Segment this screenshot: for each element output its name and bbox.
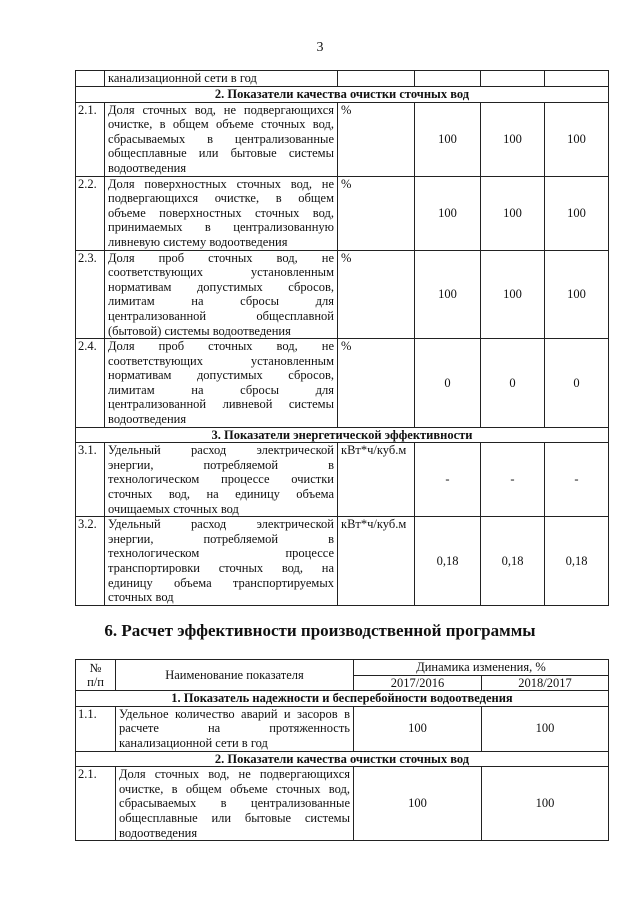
row-name: [116, 706, 354, 751]
value-cell: 100: [482, 706, 609, 751]
row-number: 3.2.: [76, 517, 105, 606]
unit-cell: %: [338, 176, 415, 250]
row-name: [105, 102, 338, 176]
col-num-label-2: п/п: [87, 675, 104, 690]
row-number: 2.3.: [76, 250, 105, 339]
section-heading: 6. Расчет эффективности производственной программы: [104, 621, 536, 640]
row-number: 2.1.: [76, 102, 105, 176]
table-row: [76, 102, 609, 176]
page-number: 3: [316, 40, 324, 55]
row-name-line: транспортировки сточных вод, на: [108, 561, 334, 575]
row-name-line: энергии, потребляемой в: [108, 457, 334, 472]
row-number: 3.1.: [76, 443, 105, 517]
table-row: [76, 250, 609, 339]
value-cell: -: [545, 443, 609, 517]
row-name-line: очистке, в общем объеме сточных вод,: [119, 781, 350, 796]
row-name-line: сбрасываемых в централизованные: [119, 796, 350, 811]
row-number: 2.2.: [76, 176, 105, 250]
row-name-line: принимаемых в централизованную: [108, 220, 334, 235]
value-cell: 100: [415, 102, 481, 176]
value-cell: 100: [545, 250, 609, 339]
value-cell: 100: [415, 176, 481, 250]
table-row: [76, 443, 609, 517]
row-name-line: объеме поверхностных сточных вод,: [108, 205, 334, 220]
table-row: [76, 71, 609, 87]
row-name-line: сточных вод: [108, 590, 174, 605]
row-name: [105, 517, 338, 606]
row-name-line: общесплавные или бытовые системы: [108, 146, 334, 161]
row-name-line: Доля поверхностных сточных вод, не: [108, 176, 334, 191]
row-number: 1.1.: [76, 706, 116, 751]
col-num-label: №: [89, 660, 102, 675]
table-row: [76, 706, 609, 751]
col-year2-header: 2018/2017: [482, 675, 609, 691]
row-number: 2.1.: [76, 767, 116, 841]
row-name-line: сбрасываемых в централизованные: [108, 131, 334, 146]
col-name-header: Наименование показателя: [116, 660, 354, 691]
row-name-line: очистке, в общем объеме сточных вод,: [108, 117, 334, 132]
row-name-line: лимитам на сбросы для: [108, 294, 334, 309]
row-name: канализационной сети в год: [105, 71, 338, 87]
row-name-line: подвергающихся очистке, в общем: [108, 191, 334, 206]
row-name-line: технологическом процессе: [108, 546, 334, 561]
row-name: [105, 176, 338, 250]
row-name-line: лимитам на сбросы для: [108, 382, 334, 397]
value-cell: 0: [545, 339, 609, 428]
table-row: [76, 767, 609, 841]
efficiency-table: [75, 659, 609, 841]
table-row: [76, 339, 609, 428]
col-dyn-header: Динамика изменения, %: [354, 660, 609, 676]
section-title: 3. Показатели энергетической эффективности: [76, 427, 609, 443]
row-name-line: Доля проб сточных вод, не: [108, 339, 334, 354]
unit-cell: %: [338, 339, 415, 428]
row-name-line: Доля сточных вод, не подвергающихся: [119, 767, 350, 782]
value-cell: 100: [354, 767, 482, 841]
row-name-line: единицу объема транспортируемых: [108, 575, 334, 590]
col-year1-header: 2017/2016: [354, 675, 482, 691]
section-row: [76, 87, 609, 103]
row-name: [105, 250, 338, 339]
row-name-line: очищаемых сточных вод: [108, 501, 239, 516]
row-name-line: расчете на протяженность: [119, 721, 350, 736]
row-name-line: Доля сточных вод, не подвергающихся: [108, 102, 334, 117]
row-name-line: централизованной ливневой системы: [108, 397, 334, 412]
table-row: [76, 176, 609, 250]
section-title: 1. Показатель надежности и бесперебойности водоотведения: [76, 691, 609, 707]
value-cell: 100: [481, 250, 545, 339]
unit-cell: %: [338, 102, 415, 176]
unit-cell: кВт*ч/куб.м: [338, 443, 415, 517]
row-name-line: Доля проб сточных вод, не: [108, 250, 334, 265]
row-name-line: энергии, потребляемой в: [108, 531, 334, 546]
row-name-line: сточных вод, на единицу объема: [108, 487, 334, 502]
row-name-line: нормативам допустимых сбросов,: [108, 279, 334, 294]
section-row: [76, 427, 609, 443]
value-cell: 0,18: [545, 517, 609, 606]
col-num-header: [76, 660, 116, 691]
value-cell: -: [415, 443, 481, 517]
row-name-line: нормативам допустимых сбросов,: [108, 368, 334, 383]
row-name-line: ливневую систему водоотведения: [108, 234, 288, 249]
section-row: [76, 751, 609, 767]
row-name-line: (бытовой) системы водоотведения: [108, 323, 291, 338]
section-row: [76, 691, 609, 707]
row-name-line: технологическом процессе очистки: [108, 472, 334, 487]
unit-cell: %: [338, 250, 415, 339]
row-name-line: общесплавные или бытовые системы: [119, 810, 350, 825]
unit-cell: кВт*ч/куб.м: [338, 517, 415, 606]
row-name-line: Удельный расход электрической: [108, 517, 334, 532]
value-cell: 100: [415, 250, 481, 339]
row-name: [105, 339, 338, 428]
value-cell: 100: [354, 706, 482, 751]
value-cell: 0,18: [415, 517, 481, 606]
header-row: [76, 660, 609, 676]
row-name-line: канализационной сети в год: [119, 735, 268, 750]
value-cell: -: [481, 443, 545, 517]
value-cell: 0: [481, 339, 545, 428]
row-name-line: соответствующих установленным: [108, 353, 334, 368]
row-name-line: водоотведения: [108, 412, 187, 427]
value-cell: 100: [481, 176, 545, 250]
row-number: 2.4.: [76, 339, 105, 428]
section-title: 2. Показатели качества очистки сточных вод: [76, 751, 609, 767]
row-name: [116, 767, 354, 841]
row-name-line: соответствующих установленным: [108, 265, 334, 280]
row-name-line: водоотведения: [119, 825, 198, 840]
value-cell: 0: [415, 339, 481, 428]
row-name-line: водоотведения: [108, 160, 187, 175]
section-title: 2. Показатели качества очистки сточных вод: [76, 87, 609, 103]
value-cell: 100: [481, 102, 545, 176]
row-name-line: Удельное количество аварий и засоров в: [119, 706, 350, 721]
indicators-table: [75, 70, 609, 606]
row-name-line: Удельный расход электрической: [108, 443, 334, 458]
row-name: [105, 443, 338, 517]
table-row: [76, 517, 609, 606]
value-cell: 0,18: [481, 517, 545, 606]
value-cell: 100: [482, 767, 609, 841]
value-cell: 100: [545, 176, 609, 250]
row-name-line: централизованной общесплавной: [108, 308, 334, 323]
value-cell: 100: [545, 102, 609, 176]
